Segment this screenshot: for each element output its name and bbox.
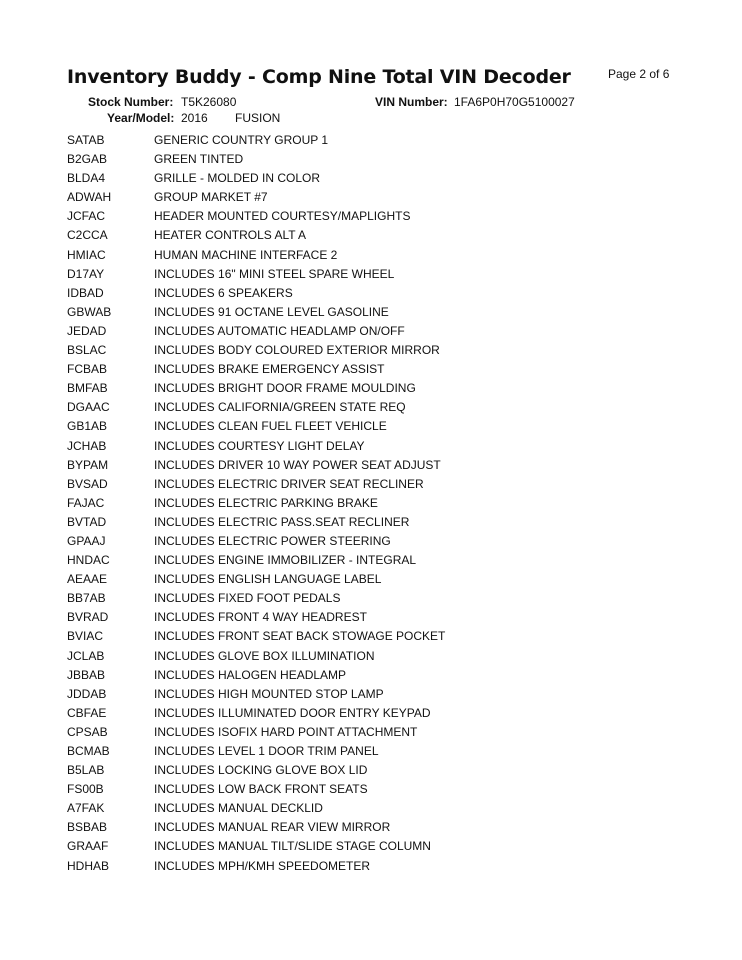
- option-row: [67, 799, 587, 818]
- option-code: SATAB: [67, 133, 105, 147]
- option-description: INCLUDES ELECTRIC PARKING BRAKE: [154, 495, 378, 510]
- option-row: [67, 685, 587, 704]
- option-description: INCLUDES FIXED FOOT PEDALS: [154, 591, 341, 606]
- option-description: INCLUDES BRIGHT DOOR FRAME MOULDING: [154, 381, 416, 396]
- option-description: GROUP MARKET #7: [154, 190, 268, 205]
- option-description: INCLUDES ISOFIX HARD POINT ATTACHMENT: [154, 724, 418, 739]
- option-code: IDBAD: [67, 285, 104, 300]
- option-code: JBBAB: [67, 667, 106, 682]
- option-row: [67, 131, 587, 150]
- option-code: D17AY: [67, 266, 105, 281]
- option-description: GRILLE - MOLDED IN COLOR: [154, 171, 321, 186]
- option-row: [67, 303, 587, 322]
- year-value: 2016: [181, 111, 208, 125]
- option-row: [67, 246, 587, 265]
- option-row: [67, 704, 587, 723]
- option-row: [67, 398, 587, 417]
- option-row: [67, 857, 587, 876]
- option-code: ADWAH: [67, 190, 112, 205]
- option-row: [67, 589, 587, 608]
- stock-number-label: Stock Number:: [88, 95, 174, 109]
- option-row: [67, 322, 587, 341]
- option-code: A7FAK: [67, 801, 105, 816]
- option-row: [67, 150, 587, 169]
- option-row: [67, 207, 587, 226]
- option-row: [67, 284, 587, 303]
- option-code: B5LAB: [67, 763, 105, 778]
- option-row: [67, 608, 587, 627]
- option-description: INCLUDES MANUAL REAR VIEW MIRROR: [154, 820, 391, 835]
- model-value: FUSION: [235, 111, 281, 125]
- option-row: [67, 379, 587, 398]
- option-code: GB1AB: [67, 419, 108, 434]
- option-row: [67, 341, 587, 360]
- option-description: INCLUDES MANUAL DECKLID: [154, 801, 323, 816]
- option-row: [67, 475, 587, 494]
- option-row: [67, 437, 587, 456]
- option-code: BSBAB: [67, 820, 108, 835]
- option-code: GBWAB: [67, 304, 112, 319]
- option-description: INCLUDES 91 OCTANE LEVEL GASOLINE: [154, 304, 389, 319]
- option-description: INCLUDES ILLUMINATED DOOR ENTRY KEYPAD: [154, 705, 431, 720]
- option-description: INCLUDES ENGLISH LANGUAGE LABEL: [154, 572, 382, 587]
- option-row: [67, 188, 587, 207]
- option-code: BB7AB: [67, 591, 106, 606]
- option-description: INCLUDES BRAKE EMERGENCY ASSIST: [154, 362, 385, 377]
- option-code: JEDAD: [67, 323, 107, 338]
- option-code: BVTAD: [67, 514, 107, 529]
- option-code: BMFAB: [67, 381, 108, 396]
- option-description: INCLUDES 16" MINI STEEL SPARE WHEEL: [154, 266, 395, 281]
- option-row: [67, 837, 587, 856]
- option-description: INCLUDES CALIFORNIA/GREEN STATE REQ: [154, 400, 406, 415]
- option-code: CBFAE: [67, 705, 107, 720]
- option-code: BVIAC: [67, 629, 104, 644]
- option-code: GRAAF: [67, 839, 109, 854]
- option-row: [67, 780, 587, 799]
- option-row: [67, 456, 587, 475]
- option-description: INCLUDES HIGH MOUNTED STOP LAMP: [154, 686, 384, 701]
- stock-number-value: T5K26080: [181, 95, 237, 109]
- option-description: INCLUDES FRONT SEAT BACK STOWAGE POCKET: [154, 629, 446, 644]
- option-description: INCLUDES HALOGEN HEADLAMP: [154, 667, 347, 682]
- option-description: INCLUDES LOW BACK FRONT SEATS: [154, 782, 368, 797]
- option-code: DGAAC: [67, 400, 110, 415]
- option-code: FAJAC: [67, 495, 105, 510]
- option-code: JDDAB: [67, 686, 107, 701]
- option-description: GREEN TINTED: [154, 152, 244, 167]
- option-code: JCFAC: [67, 209, 106, 224]
- option-code: C2CCA: [67, 228, 108, 243]
- option-description: INCLUDES ELECTRIC POWER STEERING: [154, 533, 391, 548]
- option-description: INCLUDES DRIVER 10 WAY POWER SEAT ADJUST: [154, 457, 441, 472]
- option-code: HDHAB: [67, 858, 110, 873]
- option-code: CPSAB: [67, 724, 108, 739]
- option-description: INCLUDES GLOVE BOX ILLUMINATION: [154, 648, 375, 663]
- vin-number-value: 1FA6P0H70G5100027: [454, 95, 575, 109]
- option-row: [67, 551, 587, 570]
- option-code: BCMAB: [67, 744, 110, 758]
- option-code: FCBAB: [67, 362, 108, 377]
- option-row: [67, 532, 587, 551]
- option-code: HMIAC: [67, 247, 106, 262]
- option-description: HEADER MOUNTED COURTESY/MAPLIGHTS: [154, 209, 411, 224]
- year-model-label: Year/Model:: [107, 111, 175, 125]
- option-description: INCLUDES BODY COLOURED EXTERIOR MIRROR: [154, 343, 440, 358]
- option-code: GPAAJ: [67, 533, 106, 548]
- option-row: [67, 494, 587, 513]
- option-row: [67, 360, 587, 379]
- option-description: INCLUDES 6 SPEAKERS: [154, 285, 293, 300]
- option-code: JCLAB: [67, 648, 105, 663]
- option-row: [67, 647, 587, 666]
- option-description: HUMAN MACHINE INTERFACE 2: [154, 247, 338, 262]
- option-description: INCLUDES AUTOMATIC HEADLAMP ON/OFF: [154, 323, 405, 338]
- option-description: INCLUDES LOCKING GLOVE BOX LID: [154, 763, 368, 778]
- option-code: HNDAC: [67, 553, 110, 568]
- option-row: [67, 627, 587, 646]
- option-code: AEAAE: [67, 572, 108, 587]
- option-row: [67, 417, 587, 436]
- option-description: INCLUDES COURTESY LIGHT DELAY: [154, 438, 365, 453]
- option-row: [67, 226, 587, 245]
- option-row: [67, 666, 587, 685]
- option-row: [67, 169, 587, 188]
- vin-number-label: VIN Number:: [375, 95, 448, 109]
- option-code: BYPAM: [67, 457, 109, 472]
- option-description: INCLUDES LEVEL 1 DOOR TRIM PANEL: [154, 744, 379, 758]
- option-description: INCLUDES CLEAN FUEL FLEET VEHICLE: [154, 419, 387, 434]
- option-row: [67, 265, 587, 284]
- option-row: [67, 513, 587, 532]
- page-number: Page 2 of 6: [608, 67, 670, 81]
- option-row: [67, 761, 587, 780]
- option-row: [67, 723, 587, 742]
- option-description: INCLUDES ENGINE IMMOBILIZER - INTEGRAL: [154, 553, 417, 568]
- option-description: GENERIC COUNTRY GROUP 1: [154, 133, 329, 147]
- document-title: Inventory Buddy - Comp Nine Total VIN Decoder: [67, 66, 571, 88]
- option-row: [67, 570, 587, 589]
- option-description: INCLUDES MANUAL TILT/SLIDE STAGE COLUMN: [154, 839, 431, 854]
- option-code: JCHAB: [67, 438, 107, 453]
- option-code: BVRAD: [67, 610, 109, 625]
- option-code-list: [67, 131, 587, 876]
- option-description: INCLUDES ELECTRIC PASS.SEAT RECLINER: [154, 514, 410, 529]
- option-code: FS00B: [67, 782, 104, 797]
- option-code: BSLAC: [67, 343, 107, 358]
- option-row: [67, 818, 587, 837]
- option-description: INCLUDES ELECTRIC DRIVER SEAT RECLINER: [154, 476, 424, 491]
- option-code: BLDA4: [67, 171, 106, 186]
- option-code: BVSAD: [67, 476, 108, 491]
- option-code: B2GAB: [67, 152, 108, 167]
- option-row: [67, 742, 587, 761]
- option-description: INCLUDES FRONT 4 WAY HEADREST: [154, 610, 367, 625]
- option-description: INCLUDES MPH/KMH SPEEDOMETER: [154, 858, 371, 873]
- option-description: HEATER CONTROLS ALT A: [154, 228, 307, 243]
